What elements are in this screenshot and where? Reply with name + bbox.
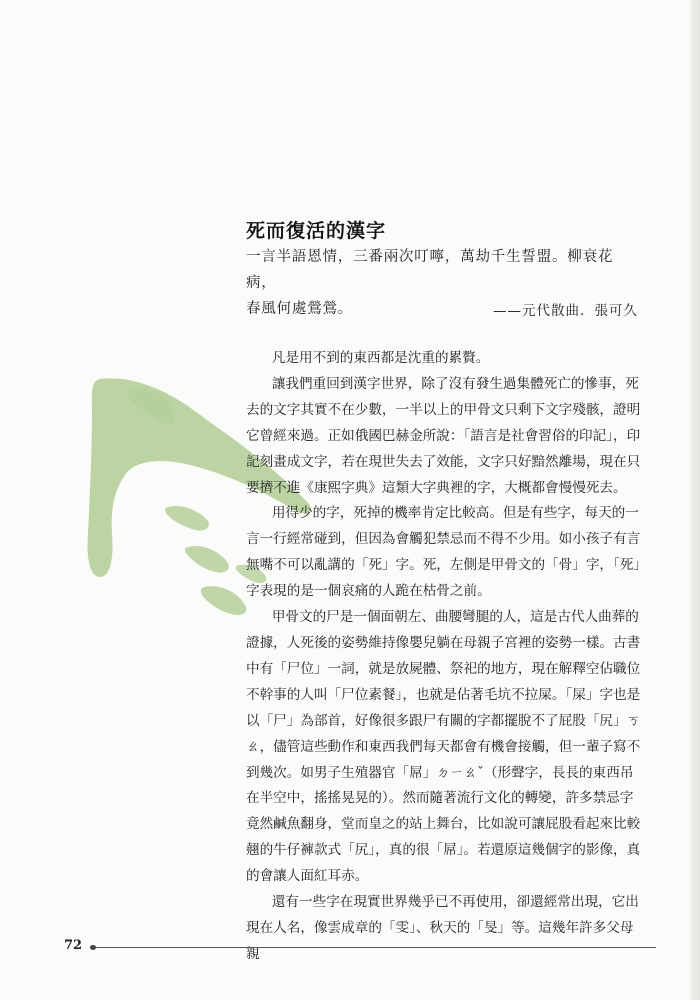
footer-rule (96, 947, 656, 948)
paragraph-2: 讓我們重回到漢字世界，除了沒有發生過集體死亡的慘事，死去的文字其實不在少數，一半以上的甲骨文只剩下文字殘骸，證明它曾經來過。正如俄國巴赫金所說：「語言是社會習俗的印記」，印記刻畫成文字，若在現世失去了效能，文字只好黯然離場，現在只要擠不進《康熙字典》這類大字典裡的字，大概都會慢慢死去。 (246, 375, 641, 496)
brush-dab-2 (185, 546, 229, 573)
article-body (246, 346, 641, 968)
poem-attribution: ——元代散曲．張可久 (493, 303, 638, 319)
paragraph-5: 還有一些字在現實世界幾乎已不再使用，卻還經常出現，它出現在人名，像雲成章的「雯」、秋天的「旻」等。這幾年許多父母親 (246, 894, 639, 962)
page-edge-shadow (690, 0, 700, 1000)
brush-dab-3 (201, 586, 246, 615)
poem-line-2: 春風何處鶯鶯。 (246, 301, 354, 317)
brush-dab-1 (165, 506, 209, 531)
article-title: 死而復活的漢字 (246, 220, 387, 242)
paragraph-1: 凡是用不到的東西都是沈重的累贅。 (271, 350, 490, 366)
paragraph-4: 甲骨文的尸是一個面朝左、曲腰彎腿的人，這是古代人曲葬的證據，人死後的姿勢維持像嬰兒躺在母親子宮裡的姿勢一樣。古書中有「尸位」一詞，就是放屍體、祭祀的地方，現在解釋空佔職位不幹事的人叫「尸位素餐」，也就是佔著毛坑不拉屎。「屎」字也是以「尸」為部首，好像很多跟尸有關的字都擺脫不了屁股「尻」ㄎㄠ，儘管這些動作和東西我們每天都會有機會接觸，但一輩子寫不到幾次。如男子生殖器官「屌」ㄉㄧㄠˇ（形聲字，長長的東西吊在半空中，搖搖晃晃的）。然而隨著流行文化的轉變，許多禁忌字竟然鹹魚翻身，堂而皇之的站上舞台，比如說可讓屁股看起來比較翹的牛仔褲款式「尻」，真的很「屌」。若還原這幾個字的影像，真的會讓人面紅耳赤。 (246, 609, 641, 885)
paragraph-3: 用得少的字，死掉的機率肯定比較高。但是有些字，每天的一言一行經常碰到，但因為會觸犯禁忌而不得不少用。如小孩子有言無嘴不可以亂講的「死」字。死，左側是甲骨文的「骨」字，「死」字表現的是一個哀痛的人跪在枯骨之前。 (246, 505, 641, 600)
page-number: 72 (64, 938, 83, 953)
poem-line-1: 一言半語恩情，三番兩次叮嚀，萬劫千生誓盟。柳衰花病， (246, 249, 614, 291)
